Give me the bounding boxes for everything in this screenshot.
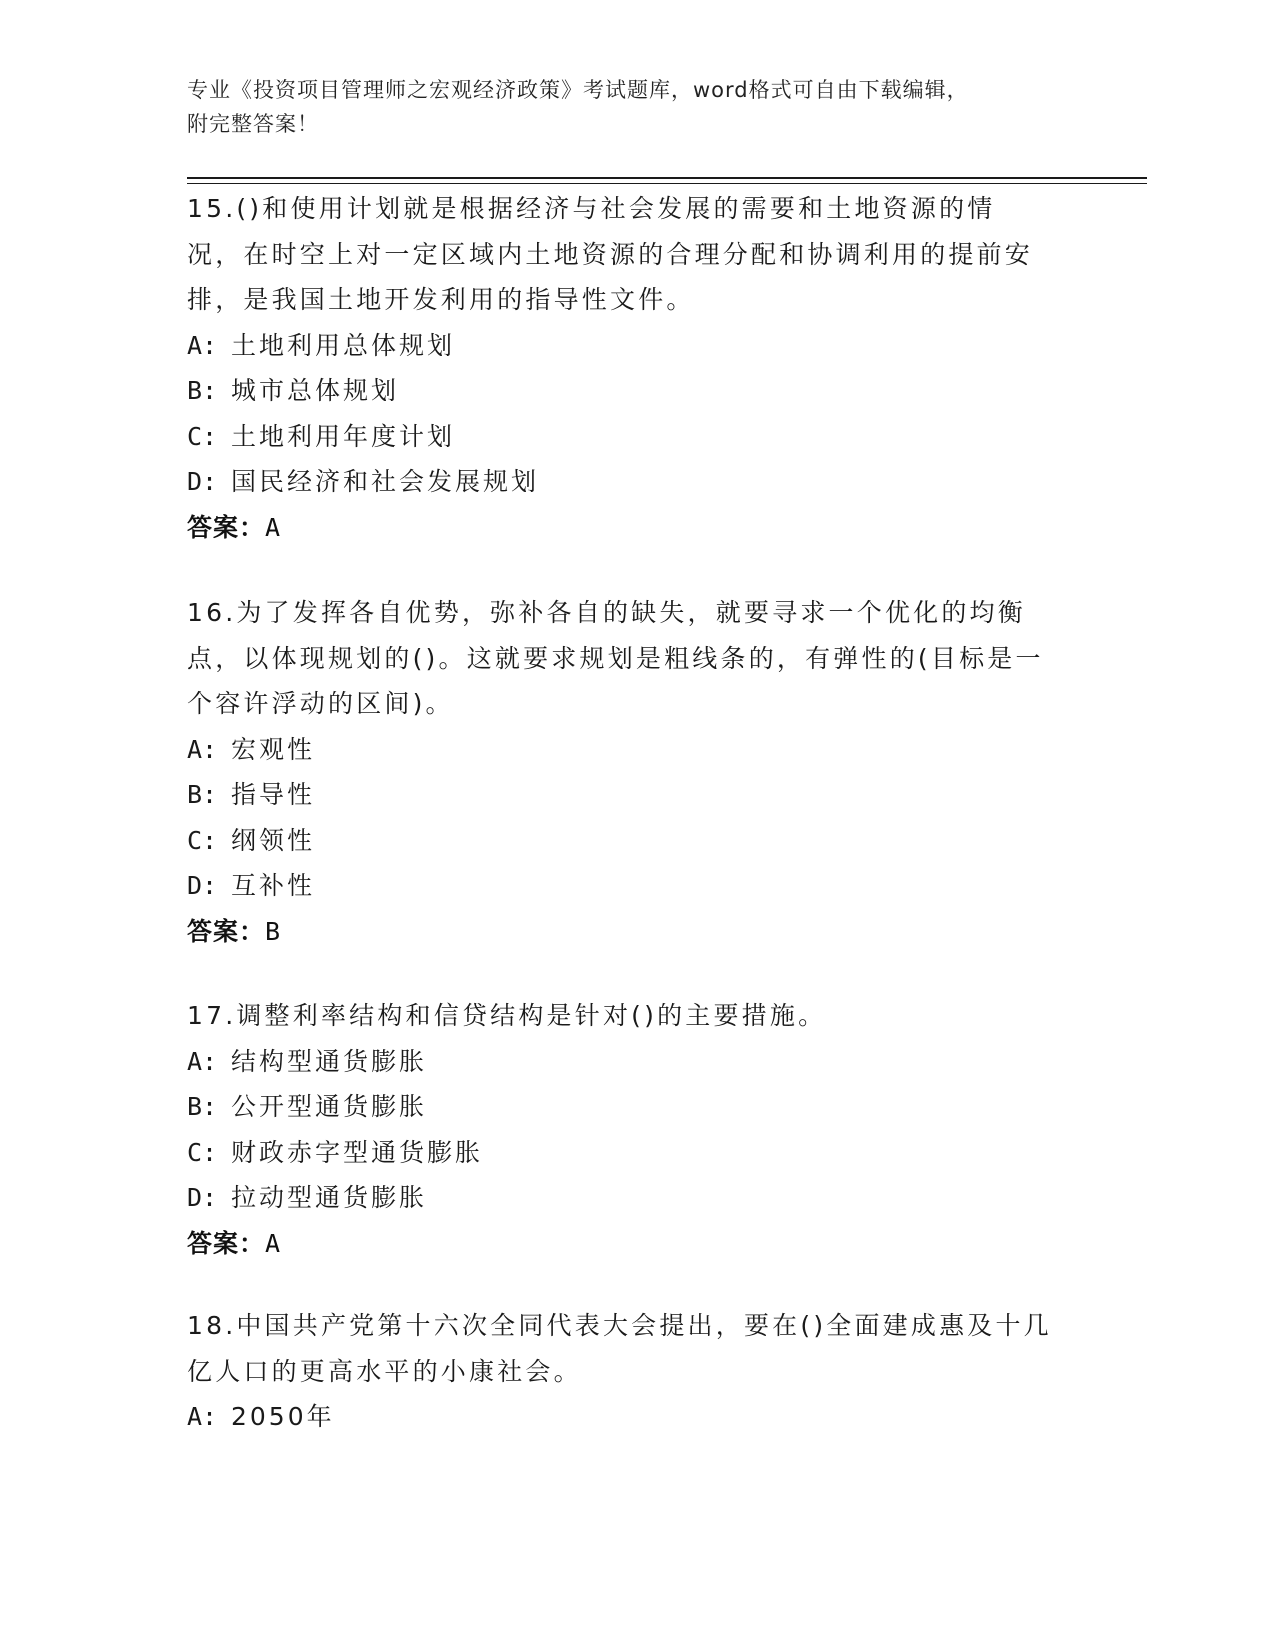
question-stem: 16.为了发挥各自优势，弥补各自的缺失，就要寻求一个优化的均衡点，以体现规划的()。这就要求规划是粗线条的，有弹性的(目标是一个容许浮动的区间)。 [187,598,1044,718]
option-letter: B: [187,1092,218,1121]
header-divider-thin [187,183,1147,184]
option-b [187,772,1087,818]
option-text: 拉动型通货膨胀 [231,1183,428,1212]
option-text: 宏观性 [231,734,316,764]
option-letter: A: [187,734,218,764]
option-c [187,1130,1087,1176]
option-text: 结构型通货膨胀 [231,1046,428,1076]
answer-value: A [265,1228,282,1258]
answer-label: 答案： [187,512,266,542]
option-letter: B: [187,376,218,405]
option-a [187,1394,1087,1440]
document-header [187,73,1067,141]
option-letter: C: [187,1137,218,1167]
answer-line [187,1221,1087,1267]
option-d [187,863,1087,909]
header-line-1: 专业《投资项目管理师之宏观经济政策》考试题库，word格式可自由下载编辑， [187,78,969,102]
header-line-2: 附完整答案！ [187,112,319,136]
option-text: 土地利用总体规划 [231,330,456,360]
option-letter: D: [187,1183,218,1212]
option-d [187,1175,1087,1221]
option-text: 土地利用年度计划 [231,421,456,451]
option-letter: A: [187,1046,218,1076]
option-letter: C: [187,421,218,451]
option-letter: A: [187,330,218,360]
option-b [187,368,1087,414]
answer-line [187,505,1087,551]
option-text: 财政赤字型通货膨胀 [231,1137,484,1167]
option-b [187,1084,1087,1130]
option-text: 2050年 [231,1402,335,1431]
question-18 [187,1303,1087,1440]
question-stem: 18.中国共产党第十六次全同代表大会提出，要在()全面建成惠及十几亿人口的更高水平的小康社会。 [187,1311,1052,1386]
option-a [187,323,1087,369]
option-text: 互补性 [231,871,316,900]
option-text: 公开型通货膨胀 [231,1092,428,1121]
question-16 [187,590,1087,954]
option-letter: B: [187,780,218,809]
option-d [187,459,1087,505]
option-a [187,1039,1087,1085]
option-c [187,414,1087,460]
answer-line [187,909,1087,955]
question-17 [187,993,1087,1266]
answer-label: 答案： [187,916,266,946]
option-text: 纲领性 [231,825,316,855]
option-c [187,818,1087,864]
question-stem: 17.调整利率结构和信贷结构是针对()的主要措施。 [187,1001,827,1030]
option-text: 指导性 [231,780,316,809]
option-a [187,727,1087,773]
question-15 [187,186,1087,550]
answer-value: A [265,512,282,542]
option-text: 城市总体规划 [231,376,400,405]
question-stem: 15.()和使用计划就是根据经济与社会发展的需要和土地资源的情况，在时空上对一定区域内土地资源的合理分配和协调利用的提前安排，是我国土地开发利用的指导性文件。 [187,194,1034,314]
option-letter: D: [187,467,218,496]
answer-label: 答案： [187,1228,266,1258]
option-letter: D: [187,871,218,900]
option-letter: C: [187,825,218,855]
option-text: 国民经济和社会发展规划 [231,467,540,496]
header-divider-thick [187,177,1147,179]
option-letter: A: [187,1402,218,1431]
answer-value: B [265,916,282,946]
